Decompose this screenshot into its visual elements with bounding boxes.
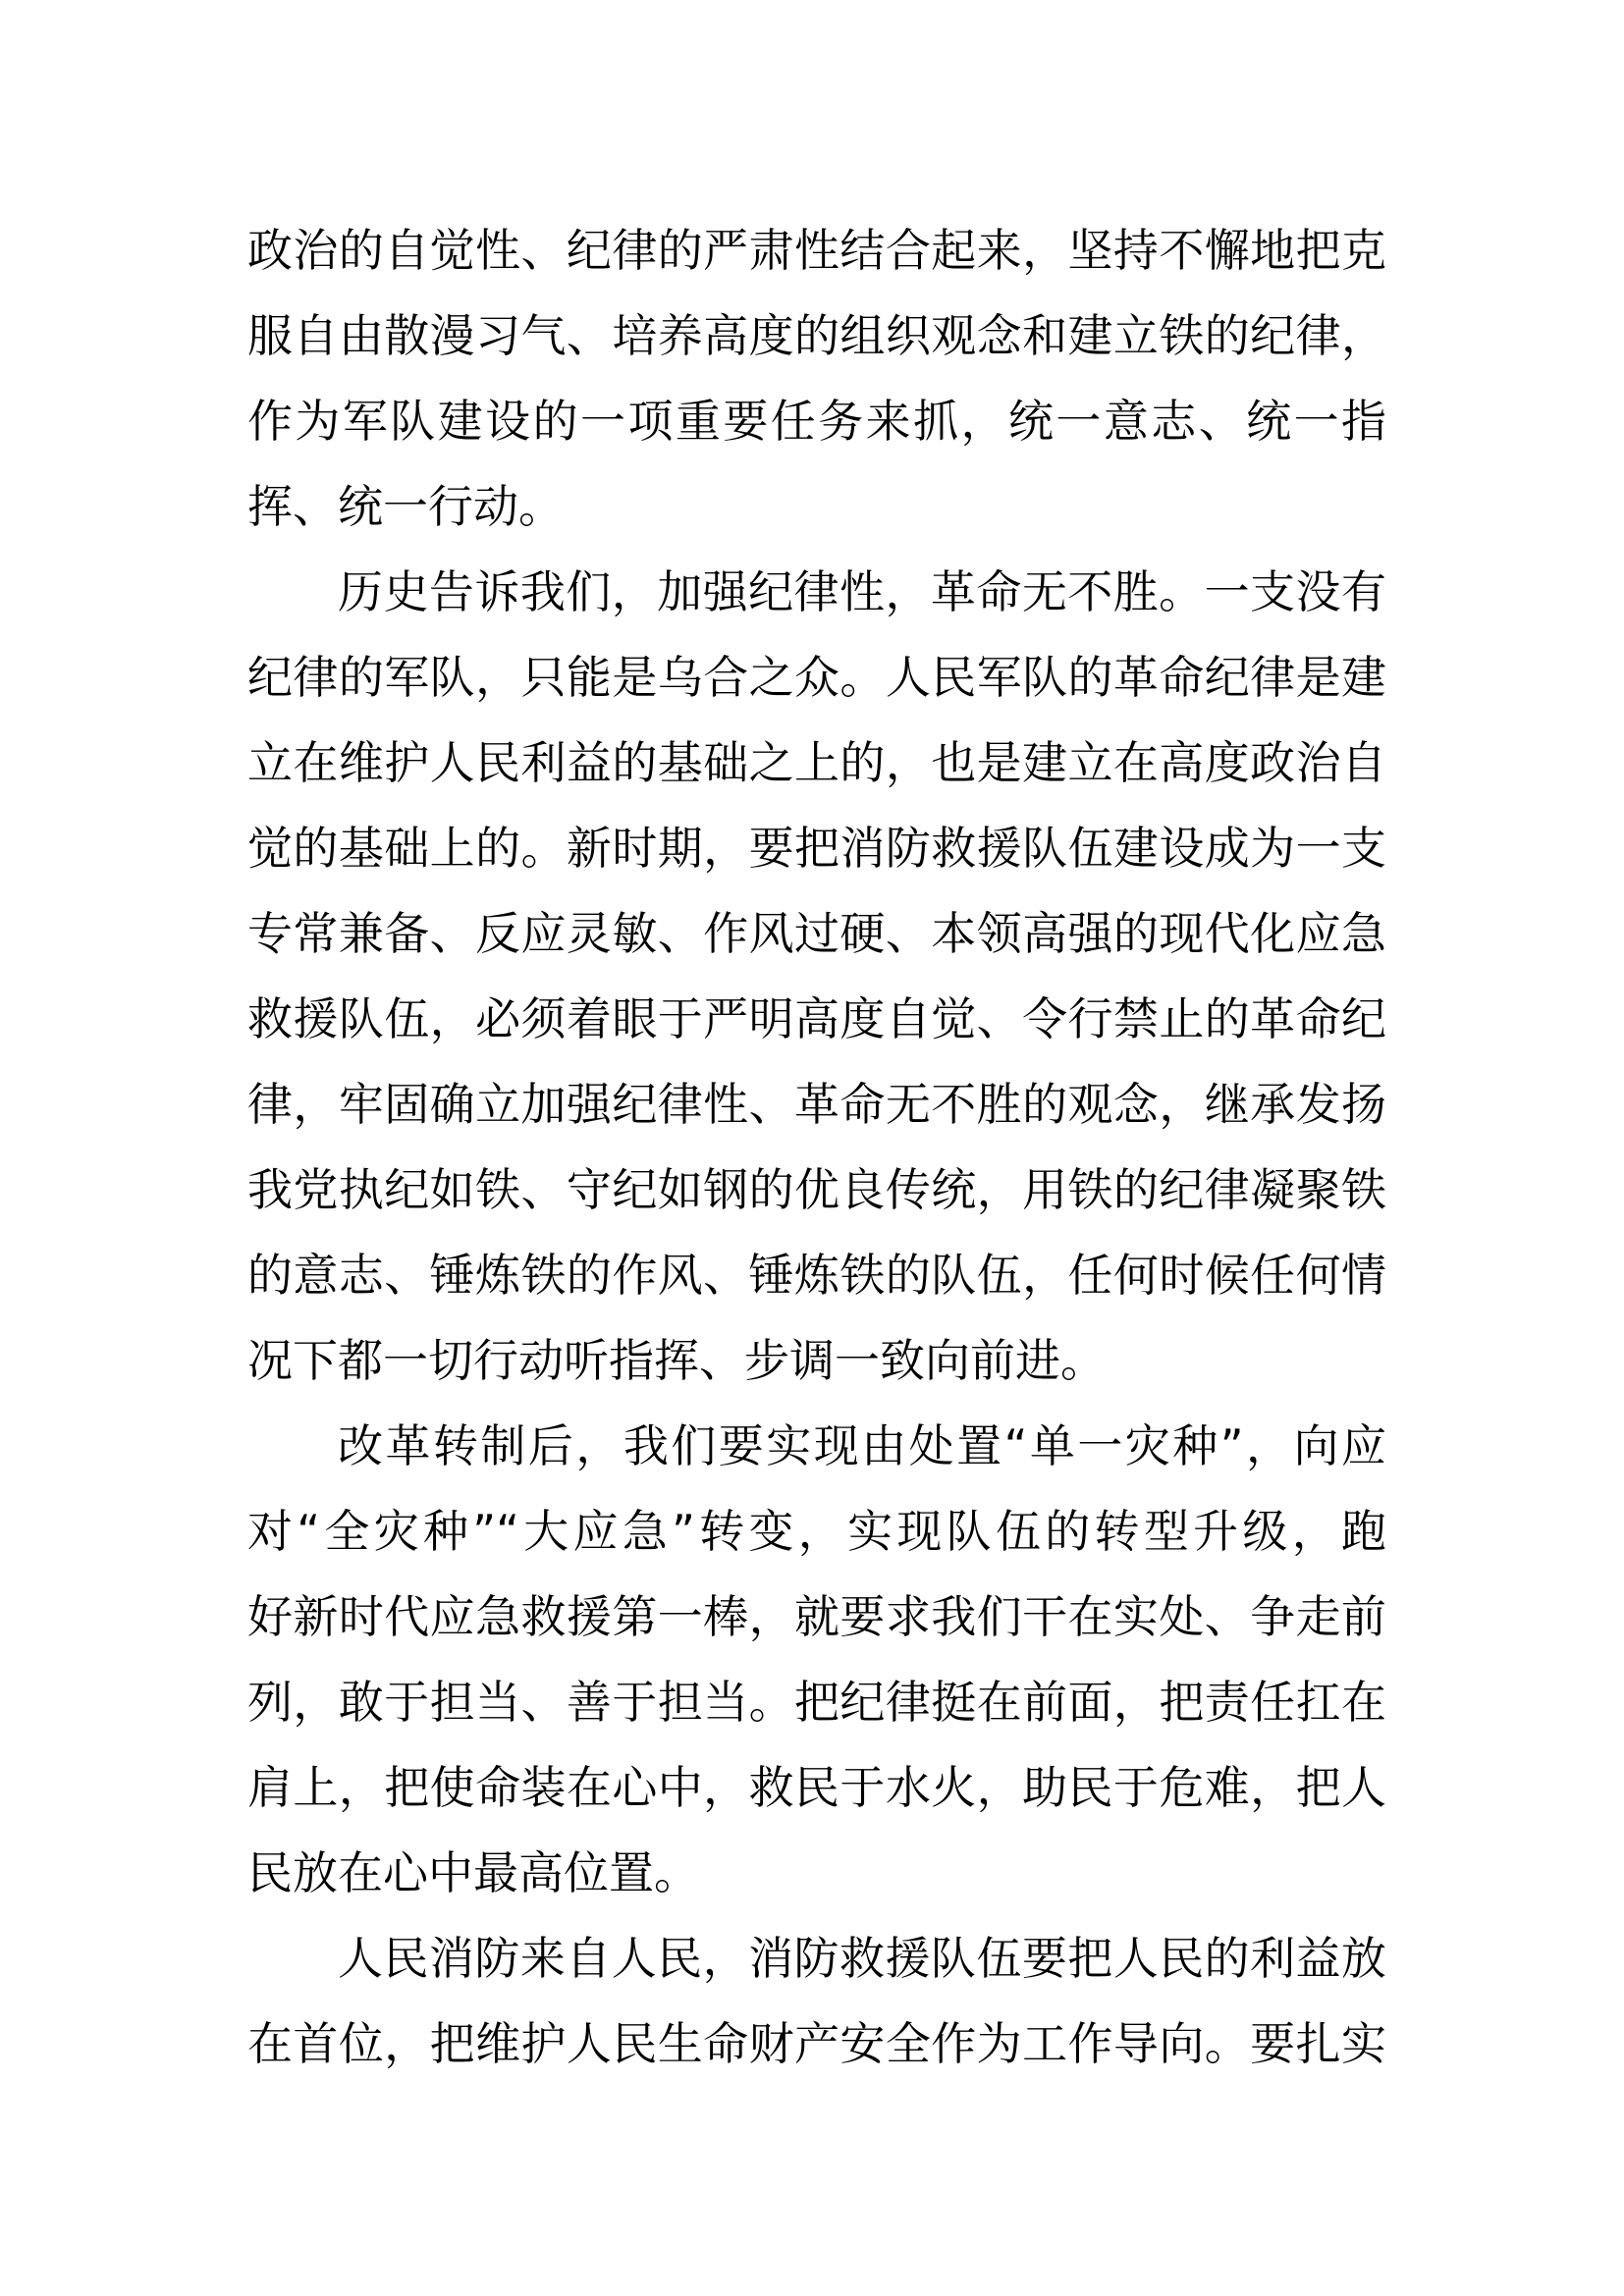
text-line: 肩上，把使命装在心中，救民于水火，助民于危难，把人 [247, 1761, 1386, 1814]
paragraph [247, 550, 1386, 1404]
text-line: 好新时代应急救援第一棒，就要求我们干在实处、争走前 [247, 1590, 1386, 1643]
text-line: 专常兼备、反应灵敏、作风过硬、本领高强的现代化应急 [247, 907, 1386, 960]
text-line: 律，牢固确立加强纪律性、革命无不胜的观念，继承发扬 [247, 1078, 1386, 1131]
text-line: 民放在心中最高位置。 [247, 1846, 699, 1899]
text-line: 觉的基础上的。新时期，要把消防救援队伍建设成为一支 [247, 822, 1386, 875]
text-line: 人民消防来自人民，消防救援队伍要把人民的利益放 [338, 1932, 1386, 1985]
text-line: 挥、统一行动。 [247, 480, 564, 533]
text-line: 历史告诉我们，加强纪律性，革命无不胜。一支没有 [338, 565, 1386, 618]
text-line: 对“全灾种”“大应急”转变，实现队伍的转型升级，跑 [247, 1505, 1386, 1558]
paragraph [247, 1404, 1386, 1916]
text-line: 作为军队建设的一项重要任务来抓，统一意志、统一指 [247, 395, 1386, 448]
text-line: 服自由散漫习气、培养高度的组织观念和建立铁的纪律， [247, 309, 1386, 362]
paragraph [247, 208, 1386, 550]
text-line: 救援队伍，必须着眼于严明高度自觉、令行禁止的革命纪 [247, 992, 1386, 1045]
text-line: 的意志、锤炼铁的作风、锤炼铁的队伍，任何时候任何情 [247, 1249, 1386, 1302]
paragraph [247, 1916, 1386, 2087]
text-line: 改革转制后，我们要实现由处置“单一灾种”，向应 [338, 1419, 1386, 1472]
text-line: 政治的自觉性、纪律的严肃性结合起来，坚持不懈地把克 [247, 224, 1386, 277]
text-line: 立在维护人民利益的基础之上的，也是建立在高度政治自 [247, 736, 1386, 789]
text-line: 纪律的军队，只能是乌合之众。人民军队的革命纪律是建 [247, 651, 1386, 704]
text-line: 列，敢于担当、善于担当。把纪律挺在前面，把责任扛在 [247, 1676, 1386, 1729]
text-line: 我党执纪如铁、守纪如钢的优良传统，用铁的纪律凝聚铁 [247, 1163, 1386, 1216]
text-line: 况下都一切行动听指挥、步调一致向前进。 [247, 1334, 1106, 1387]
text-line: 在首位，把维护人民生命财产安全作为工作导向。要扎实 [247, 2017, 1386, 2070]
body-text [247, 208, 1386, 2087]
